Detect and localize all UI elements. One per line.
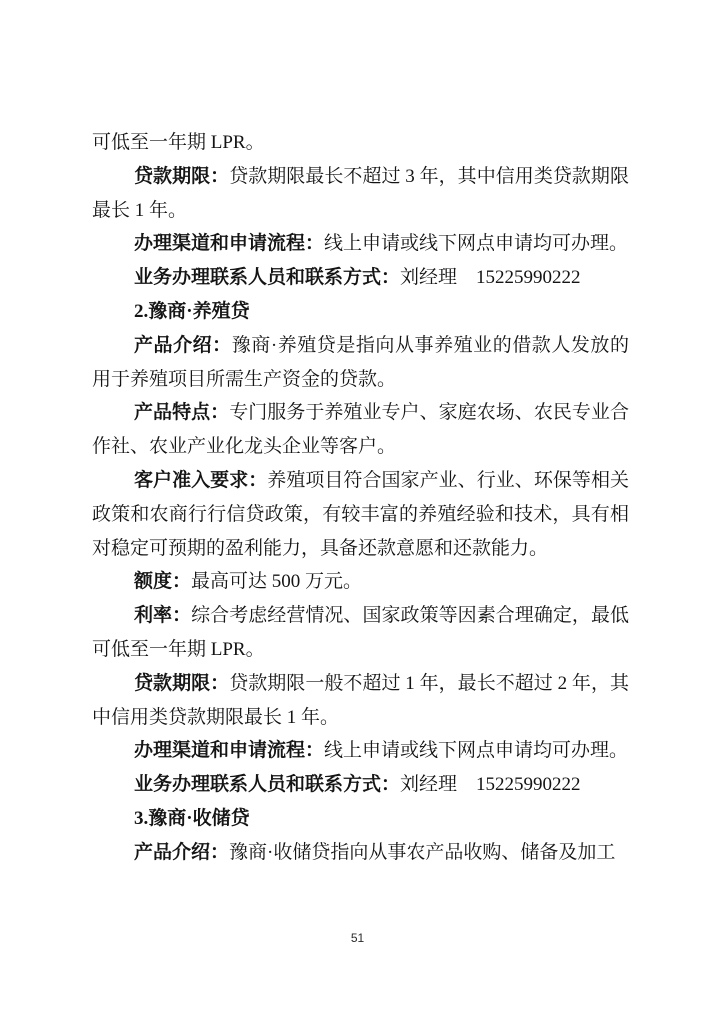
section-heading	[92, 802, 629, 836]
paragraph	[92, 734, 629, 768]
paragraph-text: 最高可达 500 万元。	[191, 571, 363, 593]
paragraph-label: 业务办理联系人员和联系方式：	[134, 267, 401, 289]
paragraph	[92, 329, 629, 397]
paragraph-text: 刘经理 15225990222	[400, 267, 581, 289]
paragraph	[92, 599, 629, 667]
page-footer	[0, 931, 715, 945]
paragraph	[92, 768, 629, 802]
paragraph-text: 养殖项目符合国家产业、行业、环保等相关政策和农商行行信贷政策，有较丰富的养殖经验和技术，具有相对稳定可预期的盈利能力，具备还款意愿和还款能力。	[92, 469, 629, 559]
paragraph-label: 客户准入要求：	[134, 469, 268, 491]
section-heading-text: 2.豫商·养殖贷	[134, 300, 250, 322]
paragraph-text: 可低至一年期 LPR。	[92, 132, 265, 153]
paragraph-label: 办理渠道和申请流程：	[134, 233, 325, 255]
document-body	[92, 126, 629, 870]
paragraph-text: 刘经理 15225990222	[400, 774, 581, 796]
paragraph	[92, 667, 629, 735]
paragraph-text: 线上申请或线下网点申请均可办理。	[324, 740, 629, 762]
paragraph	[92, 565, 629, 599]
paragraph-label: 业务办理联系人员和联系方式：	[134, 774, 401, 796]
paragraph-label: 贷款期限：	[134, 672, 230, 694]
paragraph-label: 利率：	[134, 605, 192, 627]
paragraph-text: 贷款期限一般不超过 1 年，最长不超过 2 年，其中信用类贷款期限最长 1 年。	[92, 672, 629, 728]
paragraph	[92, 261, 629, 295]
paragraph	[92, 836, 629, 870]
paragraph	[92, 227, 629, 261]
paragraph-text: 贷款期限最长不超过 3 年，其中信用类贷款期限最长 1 年。	[92, 165, 629, 221]
paragraph-text: 专门服务于养殖业专户、家庭农场、农民专业合作社、农业产业化龙头企业等客户。	[92, 402, 629, 458]
paragraph-label: 额度：	[134, 571, 192, 593]
paragraph-label: 产品介绍：	[134, 334, 232, 356]
paragraph	[92, 160, 629, 228]
paragraph	[92, 464, 629, 565]
paragraph-label: 办理渠道和申请流程：	[134, 740, 325, 762]
paragraph-text: 综合考虑经营情况、国家政策等因素合理确定，最低可低至一年期 LPR。	[92, 605, 629, 660]
paragraph-text: 豫商·养殖贷是指向从事养殖业的借款人发放的用于养殖项目所需生产资金的贷款。	[92, 334, 629, 390]
section-heading-text: 3.豫商·收储贷	[134, 807, 250, 829]
paragraph	[92, 126, 629, 160]
paragraph-text: 豫商·收储贷指向从事农产品收购、储备及加工	[229, 841, 616, 863]
paragraph	[92, 396, 629, 464]
section-heading	[92, 295, 629, 329]
paragraph-text: 线上申请或线下网点申请均可办理。	[324, 233, 629, 255]
page-number: 51	[350, 931, 365, 945]
paragraph-label: 产品介绍：	[134, 841, 230, 863]
paragraph-label: 贷款期限：	[134, 165, 230, 187]
paragraph-label: 产品特点：	[134, 402, 230, 424]
